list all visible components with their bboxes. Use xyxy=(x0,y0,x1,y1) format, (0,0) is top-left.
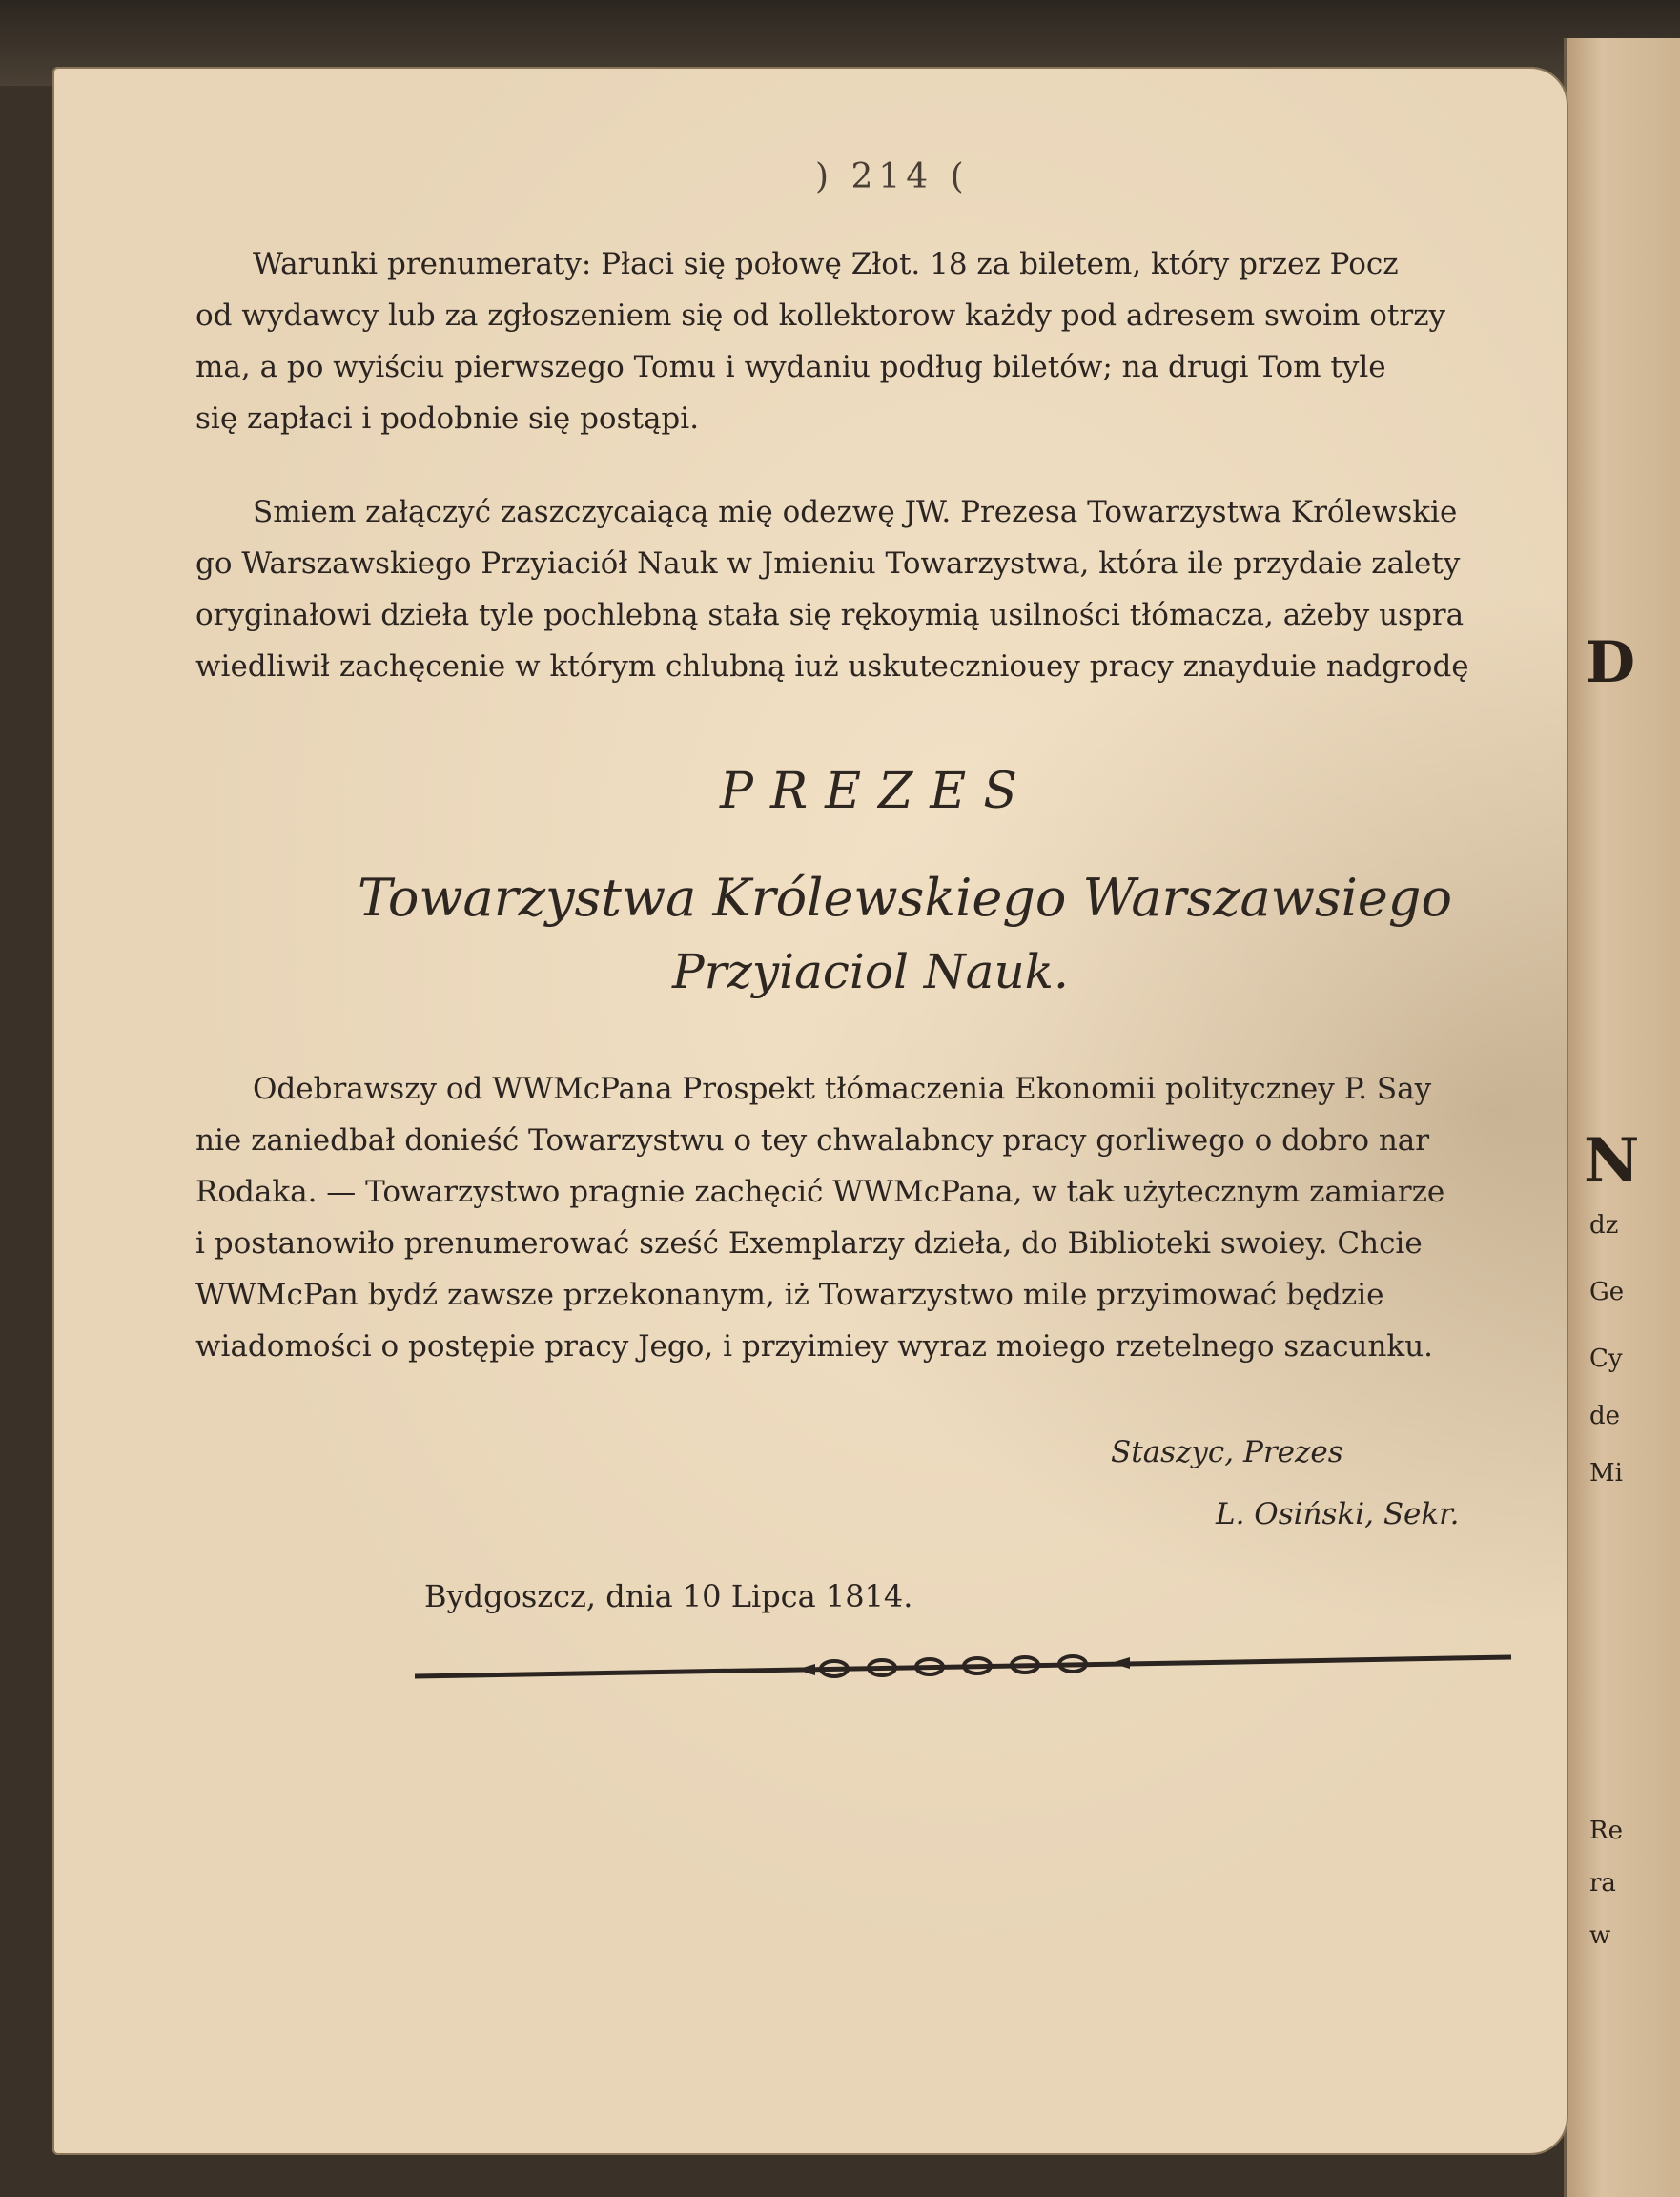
text-line: nie zaniedbał donieść Towarzystwu o tey chwalabncy pracy gorliwego o dobro nar xyxy=(195,1123,1430,1158)
text-line: WWMcPan bydź zawsze przekonanym, iż Towarzystwo mile przyimować będzie xyxy=(195,1278,1384,1312)
place-date: Bydgoszcz, dnia 10 Lipca 1814. xyxy=(424,1578,913,1614)
address-paragraph xyxy=(195,486,1588,692)
heading-friends: Przyiaciol Nauk. xyxy=(672,944,1069,999)
signature-staszyc: Staszyc, Prezes xyxy=(1111,1435,1343,1469)
text-line: oryginałowi dzieła tyle pochlebną stała się rękoymią usilności tłómacza, ażeby uspra xyxy=(195,598,1465,632)
text-line: Warunki prenumeraty: Płaci się połowę Złot. 18 za biletem, który przez Pocz xyxy=(253,247,1399,281)
adjacent-fragment: de xyxy=(1589,1402,1621,1430)
text-line: Odebrawszy od WWMcPana Prospekt tłómaczenia Ekonomii polityczney P. Say xyxy=(253,1072,1432,1106)
text-line: od wydawcy lub za zgłoszeniem się od kollektorow każdy pod adresem swoim otrzy xyxy=(195,298,1446,333)
adjacent-fragment: D xyxy=(1586,629,1636,696)
adjacent-fragment: Ge xyxy=(1589,1278,1625,1306)
heading-prezes: PREZES xyxy=(720,763,1035,820)
ornamental-rule xyxy=(415,1640,1559,1697)
letter-paragraph xyxy=(195,1063,1588,1372)
text-line: go Warszawskiego Przyiaciół Nauk w Jmieniu Towarzystwa, która ile przydaie zalety xyxy=(195,546,1461,581)
adjacent-fragment: Mi xyxy=(1589,1459,1623,1488)
text-line: Rodaka. — Towarzystwo pragnie zachęcić WWMcPana, w tak użytecznym zamiarze xyxy=(195,1175,1445,1209)
text-line: wiadomości o postępie pracy Jego, i przyimiey wyraz moiego rzetelnego szacunku. xyxy=(195,1329,1434,1364)
adjacent-fragment: dz xyxy=(1589,1211,1619,1240)
adjacent-fragment: Cy xyxy=(1589,1345,1623,1373)
heading-society: Towarzystwa Królewskiego Warszawsiego xyxy=(358,868,1452,928)
text-line: ma, a po wyiściu pierwszego Tomu i wydaniu podług biletów; na drugi Tom tyle xyxy=(195,350,1386,384)
text-line: wiedliwił zachęcenie w którym chlubną iuż uskuteczniouey pracy znayduie nadgrodę xyxy=(195,649,1469,684)
text-line: i postanowiło prenumerować sześć Exemplarzy dzieła, do Biblioteki swoiey. Chcie xyxy=(195,1226,1423,1261)
subscription-terms-paragraph xyxy=(195,238,1588,444)
signature-osinski: L. Osiński, Sekr. xyxy=(1216,1497,1460,1531)
page-number: ) 214 ( xyxy=(815,157,970,196)
adjacent-fragment: w xyxy=(1589,1921,1611,1950)
text-line: Smiem załączyć zaszczycaiącą mię odezwę JW. Prezesa Towarzystwa Królewskie xyxy=(253,495,1458,529)
text-line: się zapłaci i podobnie się postąpi. xyxy=(195,401,700,436)
adjacent-fragment: Re xyxy=(1589,1817,1623,1845)
adjacent-fragment: ra xyxy=(1589,1869,1616,1898)
adjacent-fragment: N xyxy=(1584,1125,1640,1197)
document-page xyxy=(52,67,1568,2155)
